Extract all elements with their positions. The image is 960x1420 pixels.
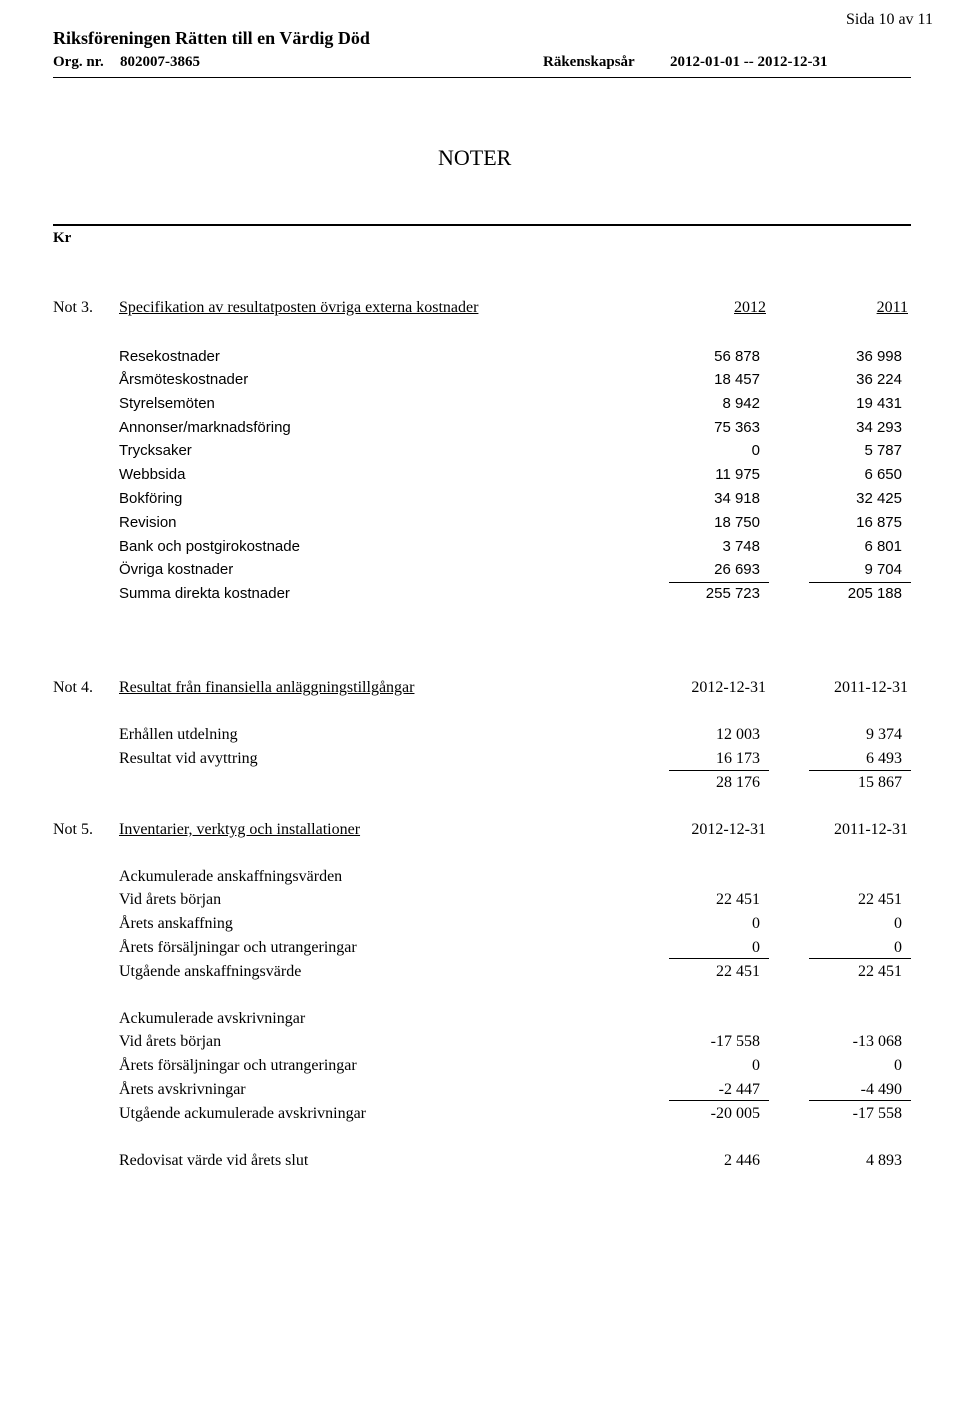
note-4-heading: Resultat från finansiella anläggningstillgångar [119, 679, 415, 696]
fiscal-year: 2012-01-01 -- 2012-12-31 [670, 54, 828, 70]
note-5-number: Not 5. [53, 821, 93, 838]
row-value-previous-year: 22 451 [858, 891, 902, 908]
row-value-current-year: 8 942 [722, 395, 760, 412]
row-value-current-year: 22 451 [716, 891, 760, 908]
row-value-current-year: 75 363 [714, 419, 760, 436]
row-label: Utgående ackumulerade avskrivningar [119, 1105, 367, 1122]
note-4-sum-line-2011 [809, 770, 911, 771]
row-label: Årets anskaffning [119, 915, 233, 932]
row-value-current-year: 0 [752, 939, 760, 956]
row-label: Vid årets början [119, 1033, 222, 1050]
row-label: Bank och postgirokostnade [119, 538, 300, 555]
row-value-previous-year: 36 224 [856, 371, 902, 388]
row-value-previous-year: 6 650 [864, 466, 902, 483]
page-number: Sida 10 av 11 [846, 11, 933, 28]
row-label: Utgående anskaffningsvärde [119, 963, 302, 980]
row-value-current-year: 18 750 [714, 514, 760, 531]
note-4-sum-line-2012 [669, 770, 769, 771]
row-value-previous-year: 19 431 [856, 395, 902, 412]
note-5-sum-line-a-2012 [669, 958, 769, 959]
note-5-heading: Inventarier, verktyg och installationer [119, 821, 361, 838]
row-value-previous-year: 5 787 [864, 442, 902, 459]
row-value-current-year: 18 457 [714, 371, 760, 388]
row-value-previous-year: -4 490 [860, 1081, 902, 1098]
row-value-previous-year: -13 068 [852, 1033, 902, 1050]
note-3-col-2012: 2012 [734, 299, 766, 316]
row-value-current-year: -20 005 [710, 1105, 760, 1122]
org-nr: 802007-3865 [120, 54, 200, 70]
row-value-current-year: 2 446 [724, 1152, 760, 1169]
note-5-col-2011: 2011-12-31 [833, 821, 908, 838]
row-value-previous-year: 0 [894, 1057, 902, 1074]
row-label: Styrelsemöten [119, 395, 215, 412]
row-value-current-year: 0 [752, 1057, 760, 1074]
note-4-col-2012: 2012-12-31 [691, 679, 766, 696]
header-divider [53, 77, 911, 78]
row-value-previous-year: 15 867 [858, 774, 902, 791]
row-value-current-year: 0 [751, 442, 760, 459]
row-value-previous-year: 22 451 [858, 963, 902, 980]
fiscal-year-label: Räkenskapsår [543, 54, 635, 70]
note-3-heading: Specifikation av resultatposten övriga externa kostnader [119, 299, 479, 316]
row-value-previous-year: 4 893 [866, 1152, 902, 1169]
row-label: Vid årets början [119, 891, 222, 908]
note-5-sum-line-b-2012 [669, 1100, 769, 1101]
row-value-previous-year: 36 998 [856, 348, 902, 365]
row-label: Summa direkta kostnader [119, 585, 290, 602]
row-value-current-year: 3 748 [722, 538, 760, 555]
row-value-current-year: 26 693 [714, 561, 760, 578]
row-label: Övriga kostnader [119, 561, 234, 578]
row-label: Årets försäljningar och utrangeringar [119, 939, 357, 956]
page-title: NOTER [438, 145, 512, 170]
row-value-current-year: -2 447 [718, 1081, 760, 1098]
row-value-current-year: 255 723 [705, 585, 760, 602]
note-4-number: Not 4. [53, 679, 93, 696]
row-value-current-year: 22 451 [716, 963, 760, 980]
row-label: Webbsida [119, 466, 186, 483]
note-5-sum-line-b-2011 [809, 1100, 911, 1101]
row-value-current-year: 56 878 [714, 348, 760, 365]
row-value-previous-year: 34 293 [856, 419, 902, 436]
row-value-previous-year: 32 425 [856, 490, 902, 507]
note-3-col-2011: 2011 [876, 299, 908, 316]
row-value-previous-year: 9 704 [864, 561, 902, 578]
org-nr-label: Org. nr. [53, 54, 104, 70]
row-label: Annonser/marknadsföring [119, 419, 291, 436]
row-value-current-year: 16 173 [716, 750, 760, 767]
row-label: Erhållen utdelning [119, 726, 238, 743]
row-value-current-year: -17 558 [710, 1033, 760, 1050]
currency-divider [53, 224, 911, 226]
row-label: Årets försäljningar och utrangeringar [119, 1057, 357, 1074]
note-5-col-2012: 2012-12-31 [691, 821, 766, 838]
row-value-previous-year: 0 [894, 915, 902, 932]
row-value-current-year: 11 975 [715, 466, 760, 483]
row-label: Resekostnader [119, 348, 220, 365]
note-3-sum-line-2011 [809, 582, 911, 583]
row-value-previous-year: 9 374 [866, 726, 902, 743]
row-value-previous-year: 6 493 [866, 750, 902, 767]
organization-name: Riksföreningen Rätten till en Värdig Död [53, 28, 370, 48]
row-label: Ackumulerade anskaffningsvärden [119, 868, 343, 885]
row-label: Årsmöteskostnader [119, 371, 249, 388]
row-label: Ackumulerade avskrivningar [119, 1010, 306, 1027]
row-value-previous-year: 205 188 [847, 585, 902, 602]
row-label: Resultat vid avyttring [119, 750, 258, 767]
row-label: Revision [119, 514, 177, 531]
row-label: Trycksaker [119, 442, 192, 459]
row-value-previous-year: 6 801 [864, 538, 902, 555]
row-label: Redovisat värde vid årets slut [119, 1152, 309, 1169]
row-label: Årets avskrivningar [119, 1081, 246, 1098]
note-3-number: Not 3. [53, 299, 93, 316]
currency-label: Kr [53, 230, 72, 246]
row-value-previous-year: 16 875 [856, 514, 902, 531]
note-5-sum-line-a-2011 [809, 958, 911, 959]
row-value-current-year: 12 003 [716, 726, 760, 743]
row-value-previous-year: -17 558 [852, 1105, 902, 1122]
row-label: Bokföring [119, 490, 183, 507]
note-4-col-2011: 2011-12-31 [833, 679, 908, 696]
note-3-sum-line-2012 [669, 582, 769, 583]
row-value-current-year: 34 918 [714, 490, 760, 507]
row-value-current-year: 0 [752, 915, 760, 932]
row-value-current-year: 28 176 [716, 774, 760, 791]
row-value-previous-year: 0 [894, 939, 902, 956]
